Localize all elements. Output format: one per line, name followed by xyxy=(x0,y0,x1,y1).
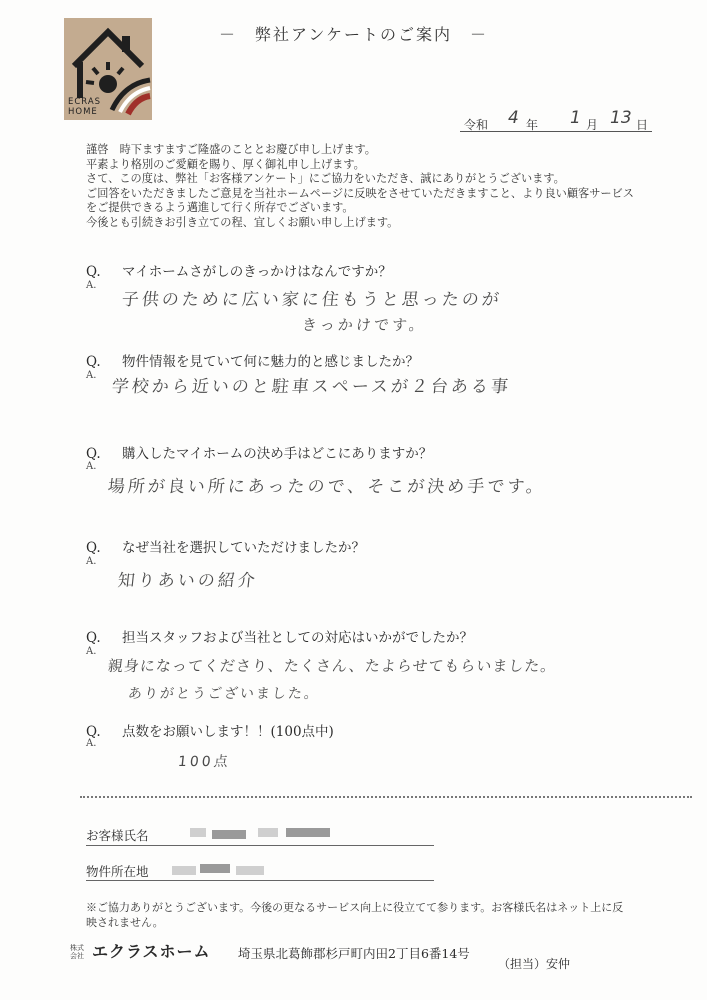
question-text: 物件情報を見ていて何に魅力的と感じましたか？ xyxy=(122,354,419,370)
redacted-address-block xyxy=(200,864,230,873)
q-label: Q. xyxy=(86,724,101,740)
property-location-label: 物件所在地 xyxy=(86,864,149,879)
company-type-prefix: 株式会社 xyxy=(70,944,84,960)
logo-text-ecras: ECRAS xyxy=(68,97,102,107)
answer-5-line-2: ありがとうございました。 xyxy=(127,686,321,702)
answer-4: 知りあいの紹介 xyxy=(116,571,259,591)
greeting-line: ご回答をいただきましたご意見を当社ホームページに反映をさせていただきますこと、より良い顧客サービス xyxy=(86,186,634,200)
note-line: ※ご協力ありがとうございます。今後の更なるサービス向上に役立てて参ります。お客様氏名はネット上に反 xyxy=(86,901,624,914)
greeting-line: 平素より格別のご愛顧を賜り、厚く御礼申し上げます。 xyxy=(86,157,365,171)
greeting-line: 謹啓 時下ますますご隆盛のこととお慶び申し上げます。 xyxy=(86,143,376,156)
privacy-note xyxy=(86,900,626,930)
question-text: 購入したマイホームの決め手はどこにありますか？ xyxy=(122,446,433,462)
a-label: A. xyxy=(86,556,97,567)
note-line: 映されません。 xyxy=(86,916,164,929)
question-4 xyxy=(86,536,365,556)
redacted-address-block xyxy=(172,866,196,875)
greeting-line: 今後とも引続きお引き立ての程、宜しくお願い申し上げます。 xyxy=(86,215,399,229)
q-label: Q. xyxy=(86,630,101,646)
a-label: A. xyxy=(86,280,97,291)
date-month-value: 1 xyxy=(570,108,581,128)
date-month-unit: 月 xyxy=(586,118,599,132)
company-name: エクラスホーム xyxy=(92,942,211,961)
a-label: A. xyxy=(86,646,97,657)
question-5 xyxy=(86,626,473,646)
redacted-address-block xyxy=(236,866,264,875)
question-2 xyxy=(86,350,419,370)
redacted-name-block xyxy=(190,828,206,837)
a-label: A. xyxy=(86,370,97,381)
greeting-line: をご提供できるよう邁進して行く所存でございます。 xyxy=(86,201,354,215)
date-day-unit: 日 xyxy=(636,118,649,132)
customer-name-label: お客様氏名 xyxy=(86,828,149,843)
a-label: A. xyxy=(86,461,97,472)
q-label: Q. xyxy=(86,354,101,370)
question-6 xyxy=(86,720,334,740)
answer-3: 場所が良い所にあったので、そこが決め手です。 xyxy=(106,477,547,497)
property-location-underline xyxy=(86,880,434,881)
date-day-value: 13 xyxy=(610,108,632,128)
question-text: なぜ当社を選択していただけましたか？ xyxy=(122,540,365,556)
answer-1-line-1: 子供のために広い家に住もうと思ったのが xyxy=(120,290,503,310)
redacted-name-block xyxy=(286,828,330,837)
logo-text-home: HOME xyxy=(68,107,98,117)
a-label: A. xyxy=(86,738,97,749)
greeting-text xyxy=(86,143,686,231)
question-text: 担当スタッフおよび当社としての対応はいかがでしたか？ xyxy=(122,630,473,646)
date-year-unit: 年 xyxy=(526,118,539,132)
date-era: 令和 xyxy=(464,118,489,132)
question-text: 点数をお願いします！！(100点中) xyxy=(122,724,334,740)
answer-5-line-1: 親身になってくださり、たくさん、たよらせてもらいました。 xyxy=(107,657,558,675)
answer-1-line-2: きっかけです。 xyxy=(301,316,428,334)
greeting-line: さて、この度は、弊社「お客様アンケート」にご協力をいただき、誠にありがとうございます。 xyxy=(86,172,565,186)
q-label: Q. xyxy=(86,446,101,462)
dashed-divider xyxy=(80,796,692,798)
redacted-name-block xyxy=(258,828,278,837)
page-title: － 弊社アンケートのご案内 － xyxy=(218,25,489,44)
staff-in-charge: （担当）安仲 xyxy=(498,957,571,971)
answer-6: 100点 xyxy=(177,754,232,770)
answer-2: 学校から近いのと駐車スペースが２台ある事 xyxy=(110,377,512,397)
date-year-value: 4 xyxy=(508,108,519,128)
q-label: Q. xyxy=(86,264,101,280)
date-field xyxy=(460,110,652,132)
question-text: マイホームさがしのきっかけはなんですか？ xyxy=(122,264,392,280)
redacted-name-block xyxy=(212,830,246,839)
question-3 xyxy=(86,442,432,462)
q-label: Q. xyxy=(86,540,101,556)
company-address: 埼玉県北葛飾郡杉戸町内田2丁目6番14号 xyxy=(238,946,470,961)
customer-name-underline xyxy=(86,845,434,846)
question-1 xyxy=(86,260,392,280)
